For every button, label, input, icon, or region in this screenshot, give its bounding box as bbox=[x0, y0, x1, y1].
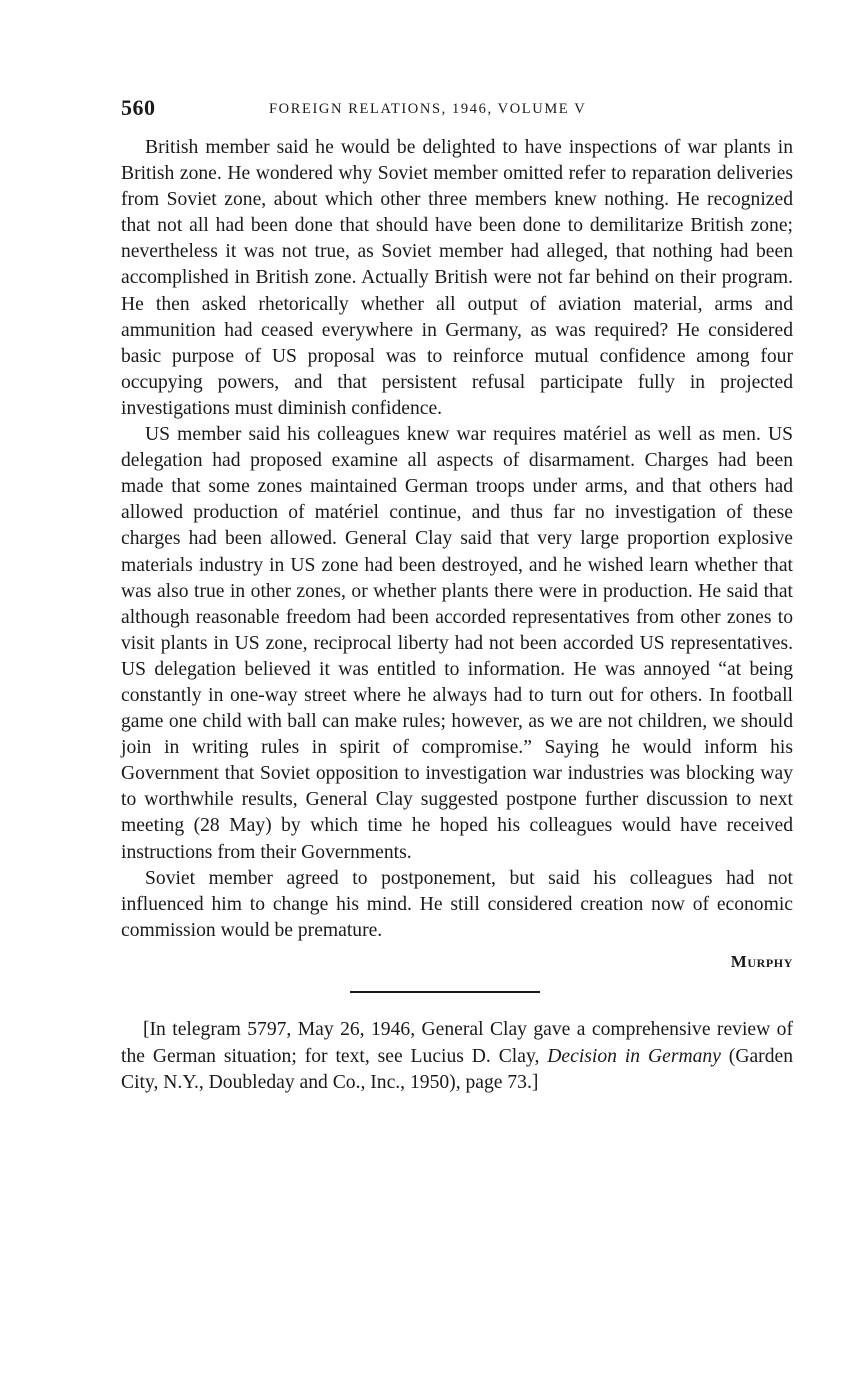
section-divider bbox=[350, 991, 540, 993]
body-text bbox=[121, 135, 793, 944]
paragraph-us-member: US member said his colleagues knew war requires matériel as well as men. US delegation had proposed examine all aspects of disarmament. Charges had been made that some zones maintained German troops under arms, and that others had allowed production of matériel continue, and thus far no investigation of these charges had been allowed. General Clay said that very large proportion explosive materials industry in US zone had been destroyed, and he wished learn whether that was also true in other zones, or whether plants there were in production. He said that although reasonable freedom had been accorded representatives from other zones to visit plants in US zone, reciprocal liberty had not been accorded US representatives. US delegation believed it was entitled to information. He was annoyed “at being constantly in one-way street where he always had to turn out for others. In football game one child with ball can make rules; however, as we are not children, we should join in writing rules in spirit of compromise.” Saying he would inform his Government that Soviet opposition to investigation war industries was blocking way to worthwhile results, General Clay suggested postpone further discussion to next meeting (28 May) by which time he hoped his colleagues would have received instructions from their Governments. bbox=[121, 424, 793, 863]
running-head: FOREIGN RELATIONS, 1946, VOLUME V bbox=[269, 101, 587, 117]
document-page bbox=[121, 95, 793, 1097]
paragraph-soviet-member: Soviet member agreed to postponement, but said his colleagues had not influenced him to change his mind. He still considered creation now of economic commission would be premature. bbox=[121, 867, 793, 941]
editorial-note bbox=[121, 1017, 793, 1097]
editorial-note-citation: (Garden City, N.Y., Doubleday and Co., Inc., 1950), page 73.] bbox=[121, 1045, 793, 1094]
page-header bbox=[121, 95, 793, 125]
paragraph-british-member: British member said he would be delighted to have inspections of war plants in British zone. He wondered why Soviet member omitted refer to reparation deliveries from Soviet zone, about which other three members knew nothing. He recognized that not all had been done that should have been done to demilitarize British zone; nevertheless it was not true, as Soviet member had alleged, that nothing had been accomplished in British zone. Actually British were not far behind on their program. He then asked rhetorically whether all output of aviation material, arms and ammunition had ceased everywhere in Germany, as was required? He considered basic purpose of US proposal was to reinforce mutual confidence among four occupying powers, and that persistent refusal participate fully in projected investigations must diminish confidence. bbox=[121, 137, 793, 419]
editorial-note-text: [In telegram 5797, May 26, 1946, General Clay gave a comprehensive review of the German situation; for text, see Lucius D. Clay, bbox=[121, 1018, 793, 1067]
page-number: 560 bbox=[121, 95, 156, 120]
book-title: Decision in Germany bbox=[547, 1045, 721, 1067]
signature: Murphy bbox=[730, 951, 793, 971]
